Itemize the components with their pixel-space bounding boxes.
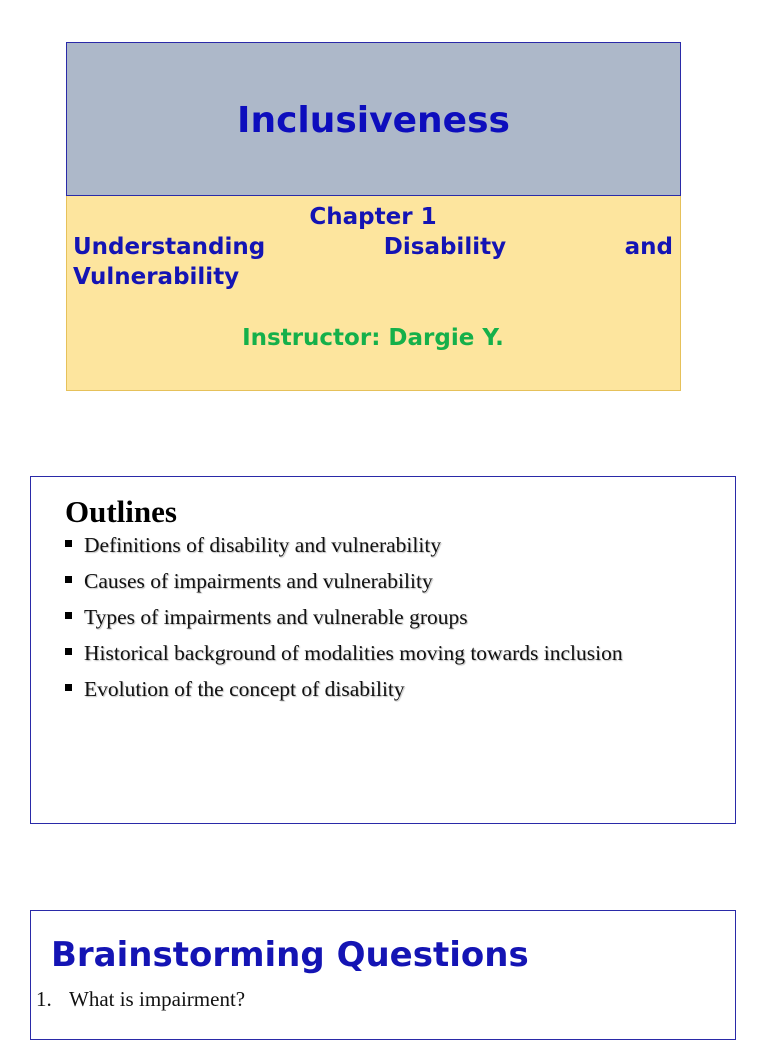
square-bullet-icon [65,576,72,583]
list-item [65,565,623,601]
square-bullet-icon [65,540,72,547]
list-item-text: Historical background of modalities moving towards inclusion [84,641,623,665]
title-banner [66,42,681,196]
question-item [36,987,245,1012]
subtitle-line-1 [73,232,673,262]
list-item-text: Definitions of disability and vulnerability [84,533,442,557]
subtitle-word: Disability [383,234,507,260]
subtitle-line-2: Vulnerability [73,264,240,290]
list-item [65,601,623,637]
brainstorming-heading: Brainstorming Questions [51,935,529,975]
outline-heading: Outlines [65,494,177,529]
square-bullet-icon [65,612,72,619]
slide-title: Inclusiveness [237,99,510,141]
question-text: What is impairment? [69,987,246,1011]
brainstorming-slide [30,910,736,1040]
outline-list [65,529,623,709]
list-item [65,673,623,709]
question-number: 1. [36,987,52,1011]
chapter-label: Chapter 1 [309,204,437,230]
square-bullet-icon [65,648,72,655]
list-item-text: Evolution of the concept of disability [84,677,405,701]
subtitle-panel [66,196,681,391]
list-item [65,637,623,673]
list-item [65,529,623,565]
list-item-text: Causes of impairments and vulnerability [84,569,433,593]
instructor-name: Instructor: Dargie Y. [242,325,504,351]
subtitle-word: and [624,234,673,260]
subtitle-word: Understanding [73,234,266,260]
outline-slide [30,476,736,824]
list-item-text: Types of impairments and vulnerable groups [84,605,468,629]
square-bullet-icon [65,684,72,691]
